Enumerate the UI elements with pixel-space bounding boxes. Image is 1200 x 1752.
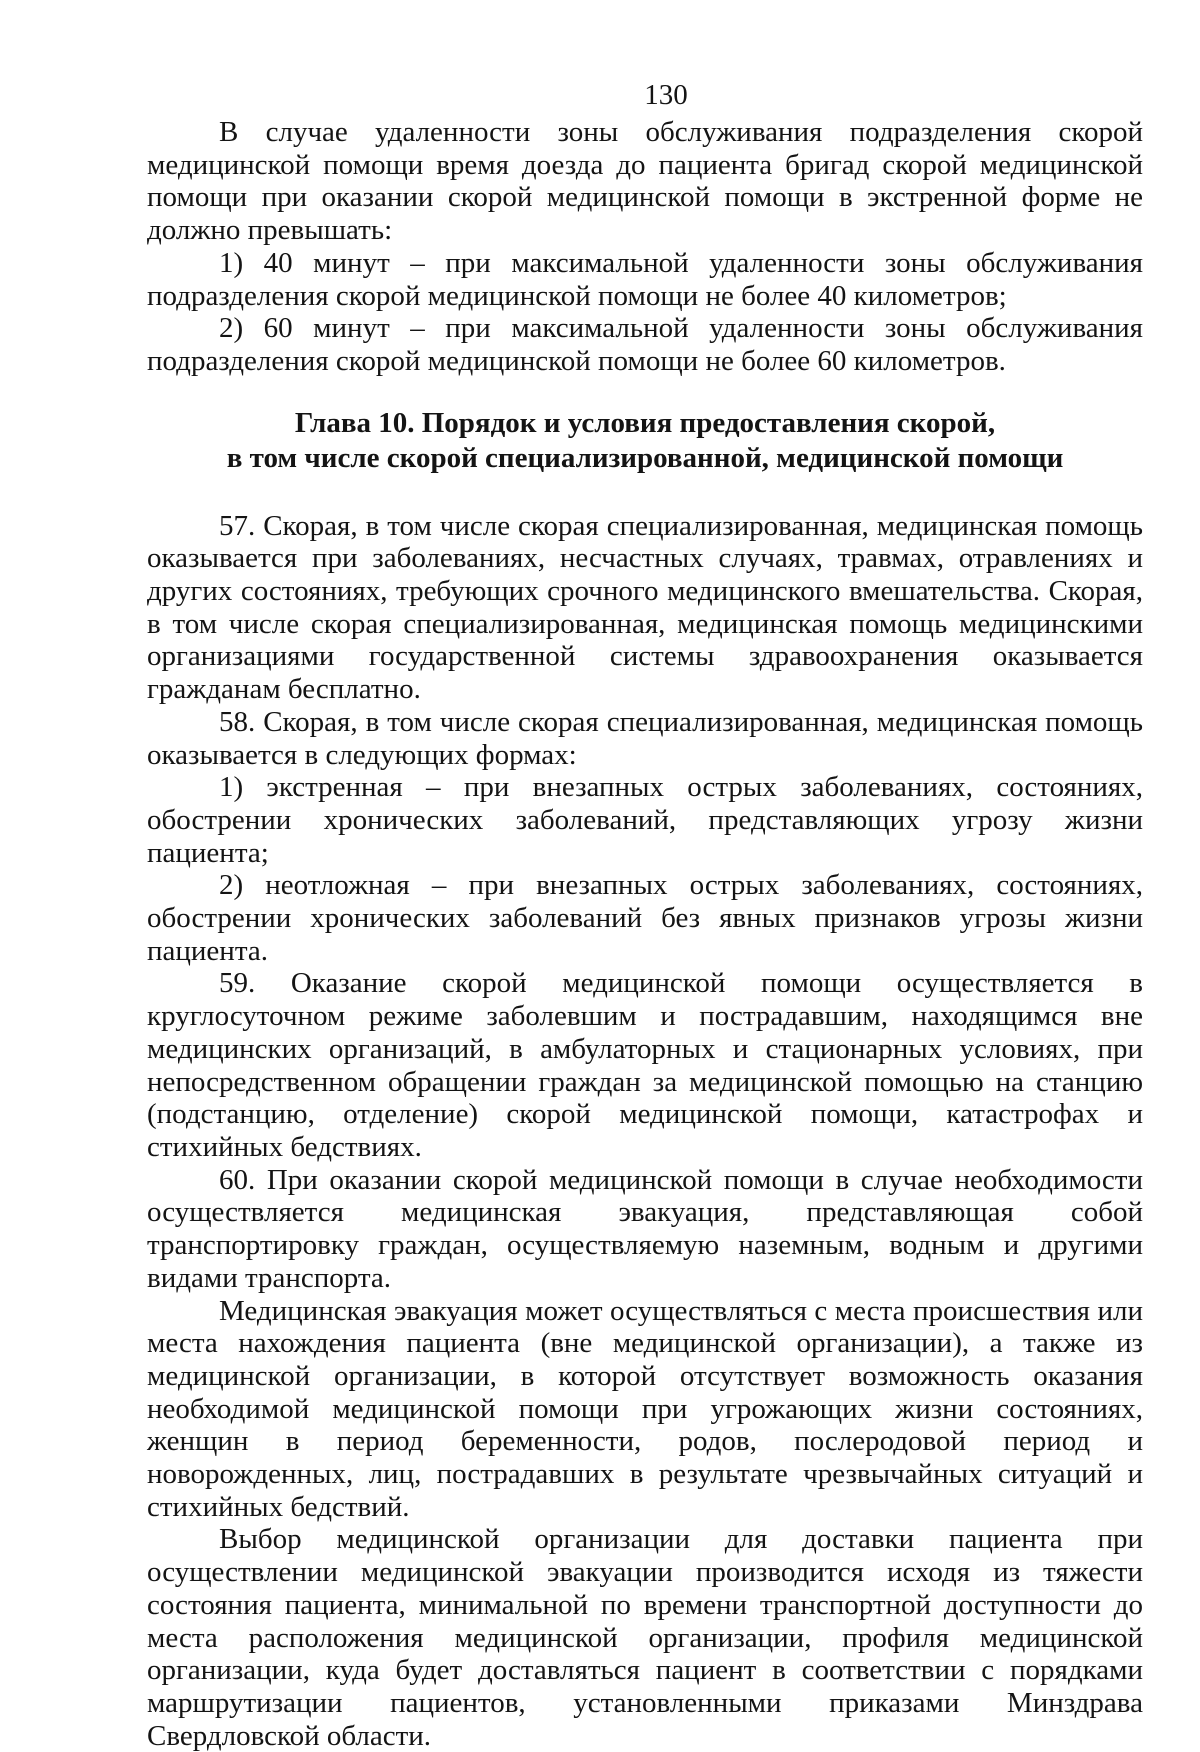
- paragraph-response-time-60: 2) 60 минут – при максимальной удаленности зоны обслуживания подразделения скорой медицинской помощи не более 60 километров.: [147, 312, 1143, 377]
- paragraph-60: 60. При оказании скорой медицинской помощи в случае необходимости осуществляется медицинская эвакуация, представляющая собой транспортировку граждан, осуществляемую наземным, водным и другими видами транспорта.: [147, 1163, 1143, 1294]
- paragraph-58-item-2: 2) неотложная – при внезапных острых заболеваниях, состояниях, обострении хронических заболеваний без явных признаков угрозы жизни пациента.: [147, 869, 1143, 967]
- paragraph-59: 59. Оказание скорой медицинской помощи осуществляется в круглосуточном режиме заболевшим и пострадавшим, находящимся вне медицинских организаций, в амбулаторных и стационарных условиях, при непосредственном обращении граждан за медицинской помощью на станцию (подстанцию, отделение) скорой медицинской помощи, катастрофах и стихийных бедствиях.: [147, 967, 1143, 1163]
- chapter-heading-line-2: в том числе скорой специализированной, медицинской помощи: [226, 441, 1064, 474]
- document-page: [147, 78, 1143, 1752]
- chapter-heading: [147, 406, 1143, 476]
- page-number: 130: [644, 79, 688, 111]
- paragraph-evacuation: Медицинская эвакуация может осуществляться с места происшествия или места нахождения пациента (вне медицинской организации), а также из медицинской организации, в которой отсутствует возможность оказания необходимой медицинской помощи при угрожающих жизни состояниях, женщин в период беременности, родов, послеродовой период и новорожденных, лиц, пострадавших в результате чрезвычайных ситуаций и стихийных бедствий.: [147, 1294, 1143, 1523]
- paragraph-response-time-40: 1) 40 минут – при максимальной удаленности зоны обслуживания подразделения скорой медицинской помощи не более 40 километров;: [147, 246, 1143, 312]
- paragraph-58: 58. Скорая, в том числе скорая специализированная, медицинская помощь оказывается в следующих формах:: [147, 705, 1143, 771]
- chapter-heading-line-1: Глава 10. Порядок и условия предоставления скорой,: [294, 406, 996, 439]
- paragraph-response-time-intro: В случае удаленности зоны обслуживания подразделения скорой медицинской помощи время доезда до пациента бригад скорой медицинской помощи при оказании скорой медицинской помощи в экстренной форме не должно превышать:: [147, 116, 1143, 247]
- paragraph-organization-choice: Выбор медицинской организации для доставки пациента при осуществлении медицинской эвакуации производится исходя из тяжести состояния пациента, минимальной по времени транспортной доступности до места расположения медицинской организации, профиля медицинской организации, куда будет доставляться пациент в соответствии с порядками маршрутизации пациентов, установленными приказами Минздрава Свердловской области.: [147, 1523, 1143, 1752]
- paragraph-58-item-1: 1) экстренная – при внезапных острых заболеваниях, состояниях, обострении хронических заболеваний, представляющих угрозу жизни пациента;: [147, 771, 1143, 869]
- paragraph-57: 57. Скорая, в том числе скорая специализированная, медицинская помощь оказывается при заболеваниях, несчастных случаях, травмах, отравлениях и других состояниях, требующих срочного медицинского вмешательства. Скорая, в том числе скорая специализированная, медицинская помощь медицинскими организациями государственной системы здравоохранения оказывается гражданам бесплатно.: [147, 509, 1143, 706]
